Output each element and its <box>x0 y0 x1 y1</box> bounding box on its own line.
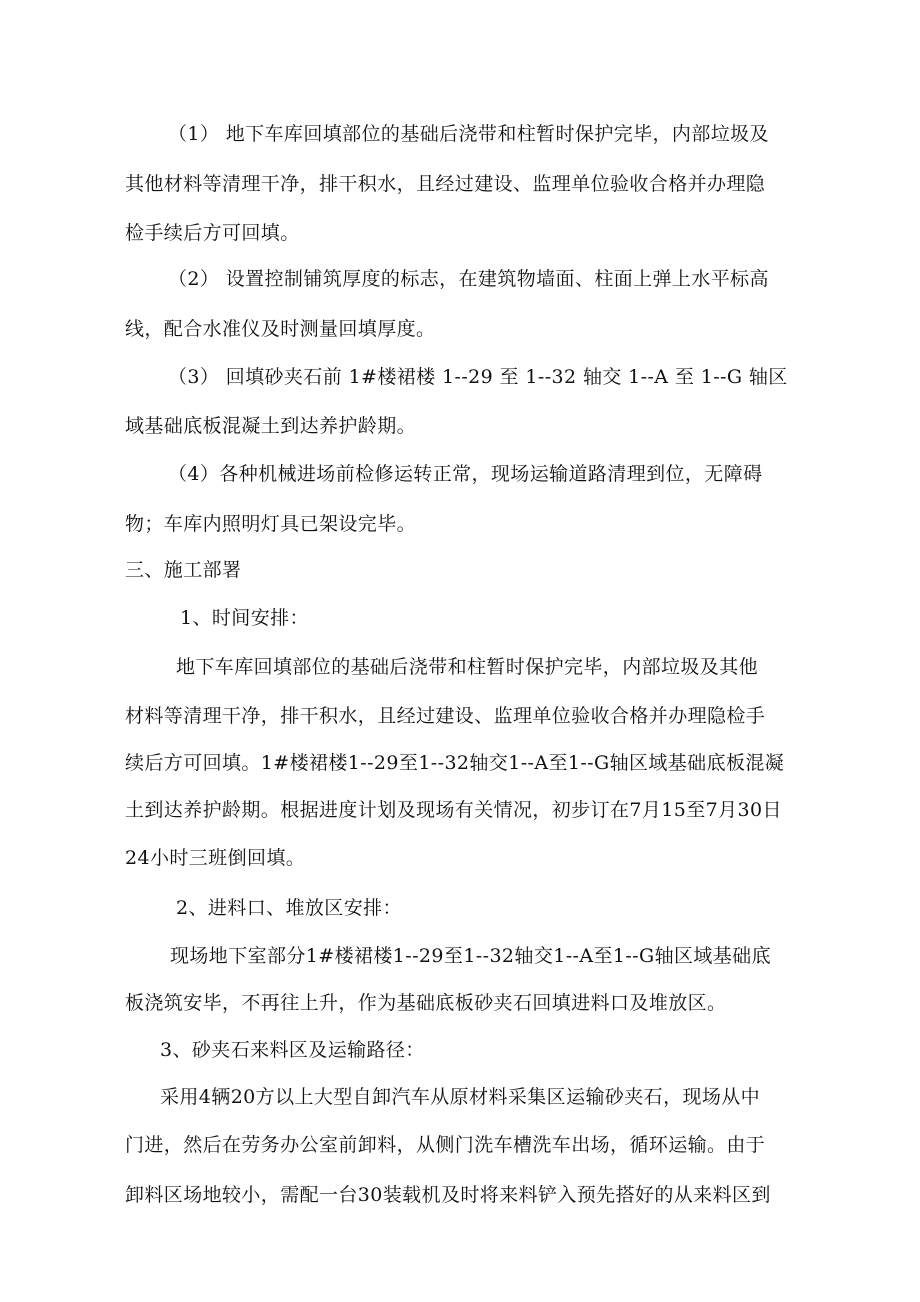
prep-item-1-line-2: 其他材料等清理干净，排干积水，且经过建设、监理单位验收合格并办理隐 <box>125 173 766 195</box>
prep-item-3-line-2: 域基础底板混凝土到达养护龄期。 <box>125 415 417 437</box>
subsection-1-line-2: 材料等清理干净，排干积水，且经过建设、监理单位验收合格并办理隐检手 <box>125 705 766 727</box>
subsection-1-line-1: 地下车库回填部位的基础后浇带和柱暂时保护完毕，内部垃圾及其他 <box>176 656 759 678</box>
subsection-3-line-3: 卸料区场地较小，需配一台30装载机及时将来料铲入预先搭好的从来料区到 <box>125 1184 771 1206</box>
subsection-3-line-2: 门进，然后在劳务办公室前卸料，从侧门洗车槽洗车出场，循环运输。由于 <box>125 1134 766 1156</box>
subsection-1-line-3: 续后方可回填。1#楼裙楼1--29至1--32轴交1--A至1--G轴区域基础底板混凝 <box>125 752 785 774</box>
prep-item-4-line-2: 物；车库内照明灯具已架设完毕。 <box>125 513 417 535</box>
prep-item-2-line-1: （2） 设置控制铺筑厚度的标志，在建筑物墙面、柱面上弹上水平标高 <box>168 268 769 290</box>
subsection-3-line-1: 采用4辆20方以上大型自卸汽车从原材料采集区运输砂夹石，现场从中 <box>160 1086 761 1108</box>
subsection-1-line-5: 24小时三班倒回填。 <box>125 847 306 869</box>
subsection-2-line-1: 现场地下室部分1#楼裙楼1--29至1--32轴交1--A至1--G轴区域基础底 <box>170 945 771 967</box>
prep-item-2-line-2: 线，配合水准仪及时测量回填厚度。 <box>125 318 436 340</box>
subsection-1-heading: 1、时间安排： <box>180 607 309 629</box>
prep-item-3-line-1: （3） 回填砂夹石前 1#楼裙楼 1--29 至 1--32 轴交 1--A 至 1--G 轴区 <box>168 366 788 388</box>
subsection-2-line-2: 板浇筑安毕，不再往上升，作为基础底板砂夹石回填进料口及堆放区。 <box>125 992 727 1014</box>
subsection-1-line-4: 土到达养护龄期。根据进度计划及现场有关情况，初步订在7月15至7月30日 <box>125 799 782 821</box>
subsection-3-heading: 3、砂夹石来料区及运输路径： <box>160 1039 425 1061</box>
prep-item-1-line-3: 检手续后方可回填。 <box>125 222 300 244</box>
section-heading: 三、施工部署 <box>125 559 242 581</box>
prep-item-4-line-1: （4）各种机械进场前检修运转正常，现场运输道路清理到位，无障碍 <box>168 463 763 485</box>
subsection-2-heading: 2、进料口、堆放区安排： <box>176 897 402 919</box>
prep-item-1-line-1: （1） 地下车库回填部位的基础后浇带和柱暂时保护完毕，内部垃圾及 <box>168 123 769 145</box>
